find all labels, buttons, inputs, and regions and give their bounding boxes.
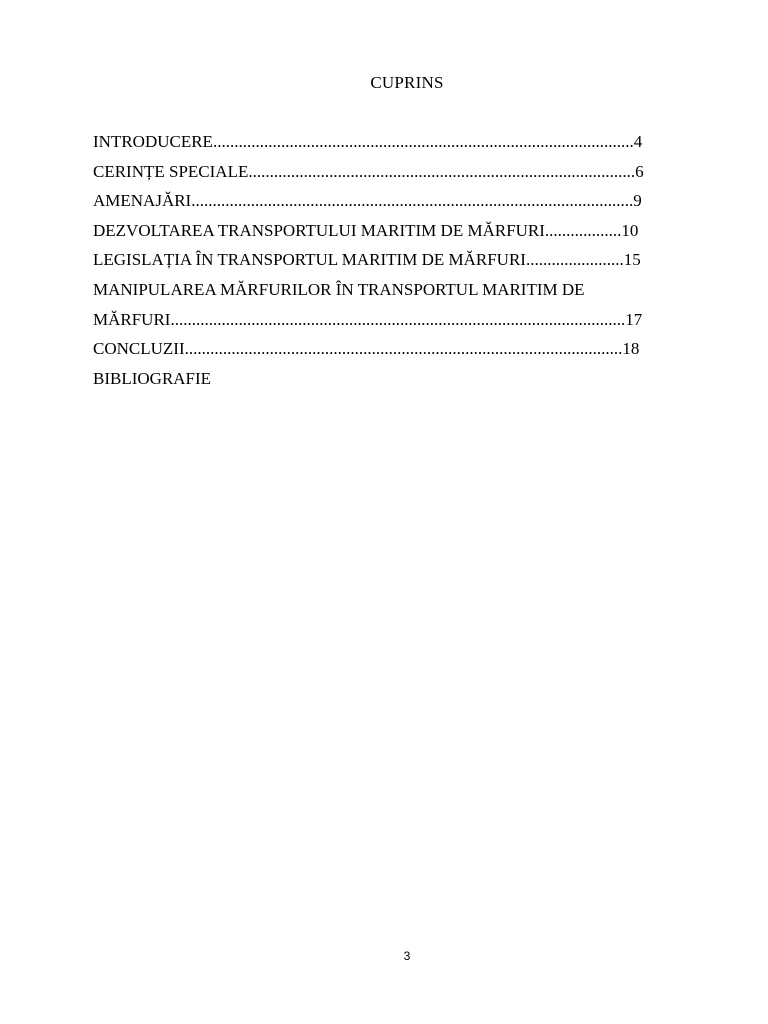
toc-entry-amenajari: AMENAJĂRI........................................................................................................9 — [93, 191, 642, 211]
toc-entry-cerinte-speciale: CERINȚE SPECIALE...........................................................................................6 — [93, 161, 644, 181]
toc-entry-dezvoltarea: DEZVOLTAREA TRANSPORTULUI MARITIM DE MĂRFURI..................10 — [93, 220, 639, 240]
page-number: 3 — [403, 949, 411, 963]
toc-entry-bibliografie: BIBLIOGRAFIE — [93, 368, 212, 388]
toc-entry-introducere: INTRODUCERE...................................................................................................4 — [93, 132, 643, 151]
toc-entry-manipularea-line-2: MĂRFURI...........................................................................................................17 — [93, 309, 643, 329]
page-title: CUPRINS — [370, 73, 444, 92]
toc-entry-legislatia: LEGISLAȚIA ÎN TRANSPORTUL MARITIM DE MĂRFURI.......................15 — [93, 250, 641, 270]
toc-entry-manipularea-line-1: MANIPULAREA MĂRFURILOR ÎN TRANSPORTUL MARITIM DE — [93, 279, 585, 299]
table-of-contents — [93, 130, 693, 396]
toc-entry-concluzii: CONCLUZII.......................................................................................................18 — [93, 339, 640, 359]
